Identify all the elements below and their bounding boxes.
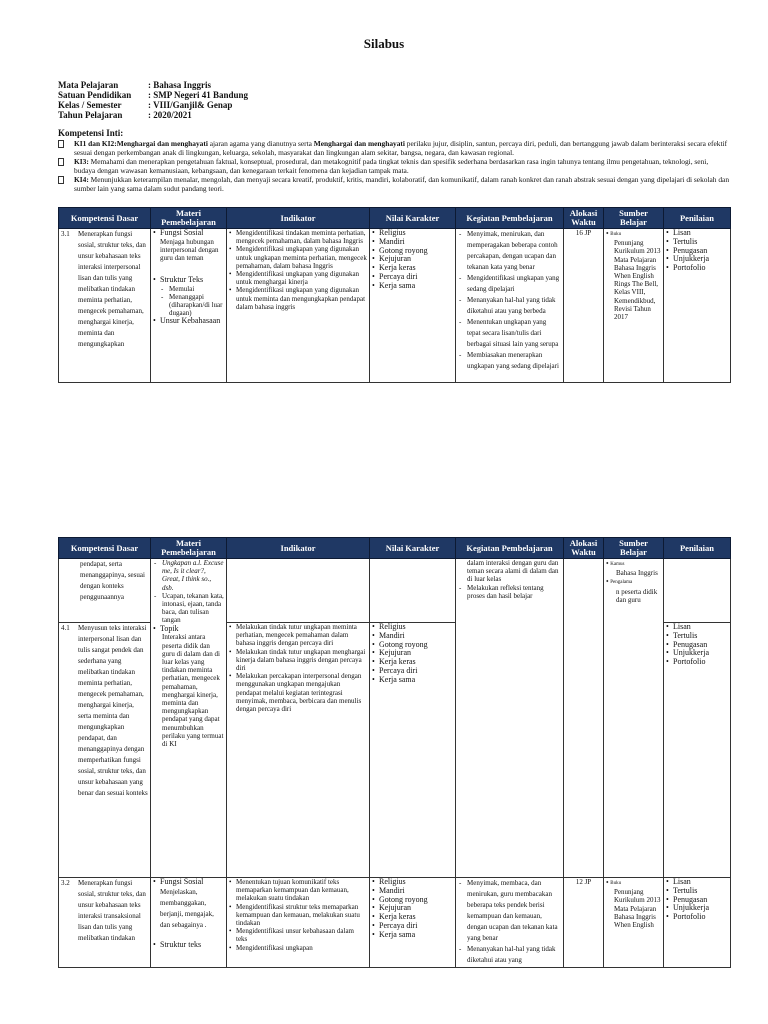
table-row	[59, 559, 731, 623]
diamond-bullet-icon: ⬩	[606, 878, 609, 886]
info-row-class: Kelas / Semester : VIII/Ganjil& Genap	[58, 100, 233, 110]
nilai-karakter-cell	[370, 559, 456, 623]
header-nilai-karakter: Nilai Karakter	[370, 538, 456, 559]
header-penilaian: Penilaian	[664, 208, 731, 229]
table-row	[59, 229, 731, 383]
header-alokasi: Alokasi Waktu	[564, 538, 604, 559]
nilai-karakter-cell: • Religius • Mandiri • Gotong royong • Kejujuran • Kerja keras • Percaya diri • Kerja sama	[370, 229, 456, 383]
nilai-karakter-cell: • Religius • Mandiri • Gotong royong • Kejujuran • Kerja keras • Percaya diri • Kerja sama	[370, 878, 456, 968]
alokasi-cell	[564, 559, 604, 878]
ki-item-1-2: KI1 dan KI2:Menghargai dan menghayati ajaran agama yang dianutnya serta Menghargai dan menghayati perilaku jujur, disiplin, santun, percaya diri, peduli, dan bertanggung jawab dalam berinteraksi secara efektif sesuai dengan perkembangan anak di lingkungan, keluarga, sekolah, masyarakat dan lingkungan alam sekitar, bangsa, negara, dan kawasan regional.	[58, 139, 730, 157]
indikator-cell: • Mengidentifikasi tindakan meminta perhatian, mengecek pemahaman, dalam bahasa Inggris • Mengidentifikasi ungkapan yang digunakan untuk ungkapan meminta perhatian, mengecek pemahaman, dalam bahasa Inggris • Mengidentifikasi ungkapan yang digunakan untuk menghargai kinerja • Mengidentifikasi ungkapan yang digunakan untuk meminta dan mengungkapkan pendapat dalam bahasa inggris	[227, 229, 370, 383]
table-header	[59, 208, 731, 229]
alokasi-cell: 16 JP	[564, 229, 604, 383]
penilaian-cell	[664, 559, 731, 623]
diamond-bullet-icon: ⬩	[606, 559, 609, 567]
checkbox-icon	[58, 158, 64, 166]
diamond-bullet-icon: ⬩	[606, 229, 609, 237]
header-alokasi: Alokasi Waktu	[564, 208, 604, 229]
checkbox-icon	[58, 176, 64, 184]
ki-item-3: KI3: Memahami dan menerapkan pengetahuan faktual, konseptual, prosedural, dan metakognitif pada tingkat teknis dan spesifik sederhana berdasarkan rasa ingin tahunya tentang ilmu pengetahuan, teknologi, seni, budaya dengan wawasan kemanusiaan, kebangsaan, dan kenegaraan terkait fenomena dan kejadian tampak mata.	[58, 157, 730, 175]
penilaian-cell: • Lisan • Tertulis • Penugasan • Unjukkerja • Portofolio	[664, 623, 731, 878]
page-title: Silabus	[363, 36, 405, 51]
header-materi: Materi Pemebelajaran	[151, 538, 227, 559]
indikator-cell: • Menentukan tujuan komunikatif teks memaparkan kemampuan dan kemauan, melakukan suatu tindakan • Mengidentifikasi struktur teks memaparkan kemampuan dan kemauan, melakukan suatu tindakan • Mengidentifikasi unsur kebahasaan dalam teks • Mengidentifikasi ungkapan	[227, 878, 370, 968]
header-kompetensi-dasar: Kompetensi Dasar	[59, 538, 151, 559]
header-indikator: Indikator	[227, 538, 370, 559]
checkbox-icon	[58, 140, 64, 148]
penilaian-cell: • Lisan • Tertulis • Penugasan • Unjukkerja • Portofolio	[664, 878, 731, 968]
materi-cell: • Fungsi Sosial Menjaga hubungan interpersonal dengan guru dan teman • Struktur Teks - Memulai - Menanggapi (diharapkan/di luar dugaan) • Unsur Kebahasaan	[151, 229, 227, 383]
syllabus-table-2	[58, 537, 731, 968]
header-kompetensi-dasar: Kompetensi Dasar	[59, 208, 151, 229]
ki-heading: Kompetensi Inti:	[58, 128, 124, 138]
materi-cell: • Fungsi Sosial Menjelaskan, membanggakan, berjanji, mengajak, dan sebagainya . • Struktur teks	[151, 878, 227, 968]
table-header	[59, 538, 731, 559]
nilai-karakter-cell: • Religius • Mandiri • Gotong royong • Kejujuran • Kerja keras • Percaya diri • Kerja sama	[370, 623, 456, 878]
header-kegiatan: Kegiatan Pembelajaran	[456, 538, 564, 559]
sumber-cell: ⬩ Kamus Bahasa Inggris ⬩ Pengalama n peserta didik dan guru	[604, 559, 664, 878]
kd-cell: 4.1 Menyusun teks interaksi interpersonal lisan dan tulis sangat pendek dan sederhana yang melibatkan tindakan meminta perhatian, mengecek pemahaman, menghargai kinerja, serta meminta dan mengungkapkan pendapat, dan menanggapinya dengan memperhatikan fungsi sosial, struktur teks, dan unsur kebahasaan yang benar dan sesuai konteks	[59, 623, 151, 878]
materi-cell: - Ungkapan a.l. Excuse me, Is it clear?, Great, I think so., dsb. - Ucapan, tekanan kata, intonasi, ejaan, tanda baca, dan tulisan tangan • Topik Interaksi antara peserta didik dan guru di dalam dan di luar kelas yang tindakan meminta perhatian, mengecek pemahaman, menghargai kinerja, meminta dan mengungkapkan pendapat yang dapat menumbuhkan perilaku yang termuat di KI	[151, 559, 227, 878]
header-penilaian: Penilaian	[664, 538, 731, 559]
kegiatan-cell: - Menyimak, membaca, dan menirukan, guru membacakan beberapa teks pendek berisi kemampuan dan kemauan, dengan ucapan dan tekanan kata yang benar - Menanyakan hal-hal yang tidak diketahui atau yang	[456, 878, 564, 968]
info-row-year: Tahun Pelajaran : 2020/2021	[58, 110, 192, 120]
header-kegiatan: Kegiatan Pembelajaran	[456, 208, 564, 229]
header-indikator: Indikator	[227, 208, 370, 229]
kd-cell: pendapat, serta menanggapinya, sesuai dengan konteks penggunaannya	[59, 559, 151, 623]
kegiatan-cell: - Menyimak, menirukan, dan memperagakan beberapa contoh percakapan, dengan ucapan dan tekanan kata yang benar - Mengidentifikasi ungkapan yang sedang dipelajari - Menanyakan hal-hal yang tidak diketahui atau yang berbeda - Menentukan ungkapan yang tepat secara lisan/tulis dari berbagai situasi lain yang serupa - Membiasakan menerapkan ungkapan yang sedang dipelajari	[456, 229, 564, 383]
kegiatan-cell: dalam interaksi dengan guru dan teman secara alami di dalam dan di luar kelas - Melakukan refleksi tentang proses dan hasil belajar	[456, 559, 564, 878]
indikator-cell	[227, 559, 370, 623]
info-row-school: Satuan Pendidikan : SMP Negeri 41 Bandung	[58, 90, 249, 100]
kd-cell: 3.2 Menerapkan fungsi sosial, struktur teks, dan unsur kebahasaan teks interaksi transaksional lisan dan tulis yang melibatkan tindakan	[59, 878, 151, 968]
table-row	[59, 878, 731, 968]
penilaian-cell: • Lisan • Tertulis • Penugasan • Unjukkerja • Portofolio	[664, 229, 731, 383]
sumber-cell: ⬩ Buku Penunjang Kurikulum 2013 Mata Pelajaran Bahasa Inggris When English Rings The Bell, Kelas VIII, Kemendikbud, Revisi Tahun 2017	[604, 229, 664, 383]
kd-cell: 3.1 Menerapkan fungsi sosial, struktur teks, dan unsur kebahasaan teks interaksi interpersonal lisan dan tulis yang melibatkan tindakan meminta perhatian, mengecek pemahaman, menghargai kinerja, meminta dan mengungkapkan	[59, 229, 151, 383]
header-sumber: Sumber Belajar	[604, 538, 664, 559]
header-materi: Materi Pemebelajaran	[151, 208, 227, 229]
diamond-bullet-icon: ⬩	[606, 577, 609, 586]
sumber-cell: ⬩ Buku Penunjang Kurikulum 2013 Mata Pelajaran Bahasa Inggris When English	[604, 878, 664, 968]
ki-item-4: KI4: Menunjukkan keterampilan menalar, mengolah, dan menyaji secara kreatif, produktif, kritis, mandiri, kolaboratif, dan komunikatif, dalam ranah konkret dan ranah abstrak sesuai dengan yang dipelajari di sekolah dan sumber lain yang sama dalam sudut pandang teori.	[58, 175, 730, 193]
kompetensi-inti	[58, 129, 730, 193]
course-info	[58, 80, 248, 120]
syllabus-table-1	[58, 207, 731, 383]
alokasi-cell: 12 JP	[564, 878, 604, 968]
header-nilai-karakter: Nilai Karakter	[370, 208, 456, 229]
indikator-cell: • Melakukan tindak tutur ungkapan meminta perhatian, mengecek pemahaman dalam bahasa inggris dengan percaya diri • Melakukan tindak tutur ungkapan menghargai kinerja dalam bahasa inggris dengan percaya diri • Melakukan percakapan interpersonal dengan menggunakan ungkapan mengajukan pendapat melalui kegiatan terintegrasi menyimak, membaca, berbicara dan menulis dengan percaya diri	[227, 623, 370, 878]
header-sumber: Sumber Belajar	[604, 208, 664, 229]
info-row-subject: Mata Pelajaran : Bahasa Inggris	[58, 80, 212, 90]
